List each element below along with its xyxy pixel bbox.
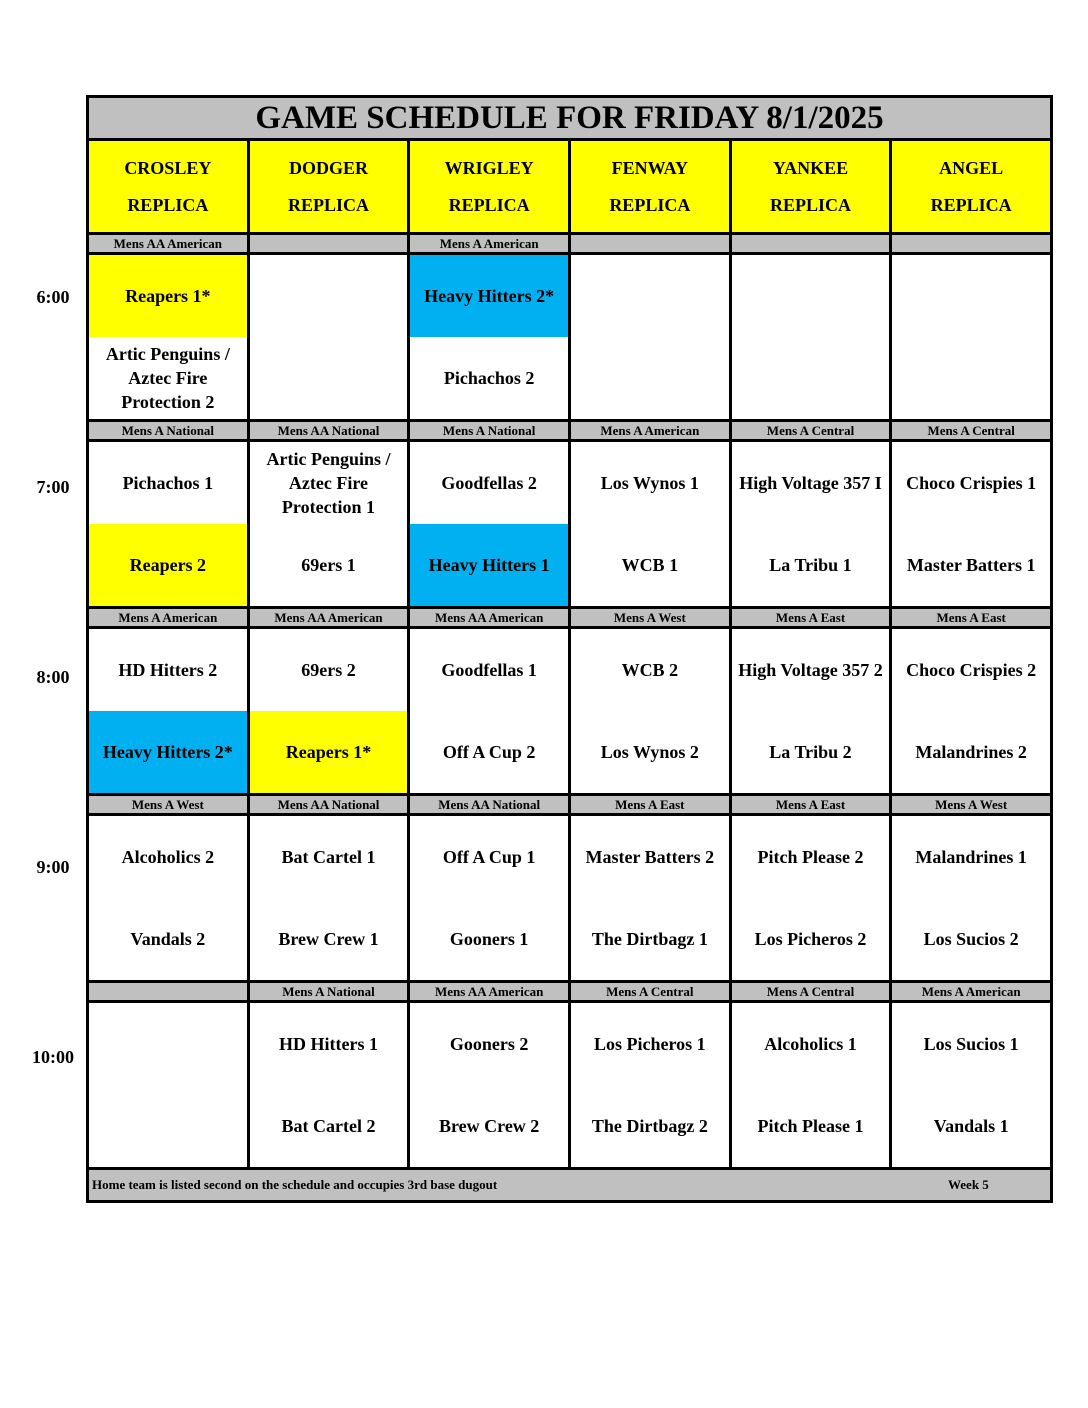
game-cell: [410, 1003, 568, 1167]
games-row: [89, 442, 1050, 606]
time-slots: [89, 235, 1050, 1170]
division-row: [89, 235, 1050, 255]
field-header-fenway: [571, 141, 729, 232]
field-name: FENWAY: [611, 157, 688, 178]
away-team: Artic Penguins / Aztec Fire Protection 1: [266, 449, 391, 517]
field-header-wrigley: [410, 141, 568, 232]
home-team: [89, 1085, 247, 1167]
division-label: [250, 235, 408, 252]
away-team: Choco Crispies 1: [906, 473, 1037, 493]
home-team: Malandrines 2: [915, 742, 1027, 762]
division-label: Mens AA National: [250, 422, 408, 439]
home-team: The Dirtbagz 1: [591, 929, 708, 949]
away-team: Los Picheros 1: [593, 1034, 706, 1054]
home-team: Brew Crew 2: [439, 1116, 540, 1136]
games-row: [89, 1003, 1050, 1167]
away-team: Reapers 1*: [89, 255, 247, 337]
away-team: Los Sucios 1: [923, 1034, 1019, 1054]
home-team: The Dirtbagz 2: [591, 1116, 708, 1136]
home-team: Off A Cup 2: [442, 742, 536, 762]
game-cell: [89, 816, 247, 980]
away-team: High Voltage 357 2: [738, 660, 883, 680]
game-cell: [571, 816, 729, 980]
field-header-yankee: [732, 141, 890, 232]
away-team: Alcoholics 2: [121, 847, 215, 867]
game-cell: [89, 255, 247, 419]
away-team: [89, 1003, 247, 1085]
time-slot-block: [89, 796, 1050, 983]
division-label: Mens AA American: [89, 235, 247, 252]
home-team: WCB 1: [621, 555, 679, 575]
field-name: YANKEE: [772, 157, 849, 178]
division-label: Mens AA American: [250, 609, 408, 626]
game-cell: [892, 629, 1050, 793]
time-slot-block: [89, 235, 1050, 422]
field-name: ANGEL: [939, 157, 1004, 178]
home-team: Reapers 2: [89, 524, 247, 606]
away-team: Choco Crispies 2: [906, 660, 1037, 680]
home-team: Bat Cartel 2: [281, 1116, 376, 1136]
away-team: Malandrines 1: [915, 847, 1027, 867]
game-cell: [732, 629, 890, 793]
time-label: 9:00: [36, 857, 70, 877]
home-team: La Tribu 1: [769, 555, 852, 575]
field-name: WRIGLEY: [444, 157, 534, 178]
games-row: [89, 255, 1050, 419]
game-cell: [892, 1003, 1050, 1167]
field-name: CROSLEY: [124, 157, 212, 178]
division-label: Mens A East: [571, 796, 729, 813]
home-team: Master Batters 1: [906, 555, 1036, 575]
field-subtitle: REPLICA: [769, 194, 851, 215]
away-team: [732, 255, 890, 337]
away-team: HD Hitters 2: [118, 660, 218, 680]
away-team: Off A Cup 1: [442, 847, 536, 867]
time-label: 7:00: [36, 477, 70, 497]
home-team: La Tribu 2: [769, 742, 852, 762]
games-row: [89, 816, 1050, 980]
division-label: Mens A West: [571, 609, 729, 626]
away-team: HD Hitters 1: [279, 1034, 378, 1054]
home-team: Reapers 1*: [250, 711, 408, 793]
division-label: Mens A National: [250, 983, 408, 1000]
away-team: Gooners 2: [449, 1034, 529, 1054]
home-team-note: Home team is listed second on the schedule and occupies 3rd base dugout: [92, 1177, 498, 1192]
division-label: Mens A Central: [732, 983, 890, 1000]
home-team: Heavy Hitters 2*: [89, 711, 247, 793]
field-header-crosley: [89, 141, 247, 232]
field-subtitle: REPLICA: [609, 194, 691, 215]
division-label: [892, 235, 1050, 252]
division-label: Mens A Central: [571, 983, 729, 1000]
home-team: Pichachos 2: [443, 368, 535, 388]
away-team: [892, 255, 1050, 337]
division-row: [89, 983, 1050, 1003]
away-team: Pichachos 1: [122, 473, 214, 493]
field-subtitle: REPLICA: [930, 194, 1012, 215]
away-team: Bat Cartel 1: [281, 847, 376, 867]
home-team: Pitch Please 1: [757, 1116, 864, 1136]
time-label: 8:00: [36, 667, 70, 687]
division-label: Mens AA National: [250, 796, 408, 813]
division-label: Mens A American: [89, 609, 247, 626]
game-cell: [250, 442, 408, 606]
game-cell: [571, 1003, 729, 1167]
game-cell: [732, 255, 890, 419]
game-cell: [250, 816, 408, 980]
division-label: Mens AA National: [410, 796, 568, 813]
division-label: Mens A East: [732, 796, 890, 813]
division-label: Mens A American: [892, 983, 1050, 1000]
division-row: [89, 609, 1050, 629]
time-slot-block: [89, 422, 1050, 609]
game-cell: [250, 255, 408, 419]
away-team: Goodfellas 1: [441, 660, 537, 680]
games-row: [89, 629, 1050, 793]
division-label: Mens A East: [892, 609, 1050, 626]
game-cell: [892, 255, 1050, 419]
division-label: Mens A National: [89, 422, 247, 439]
game-cell: [250, 1003, 408, 1167]
home-team: [732, 337, 890, 419]
division-label: Mens A West: [892, 796, 1050, 813]
field-subtitle: REPLICA: [127, 194, 209, 215]
division-label: Mens AA American: [410, 983, 568, 1000]
home-team: [250, 337, 408, 419]
division-label: Mens A American: [571, 422, 729, 439]
away-team: Goodfellas 2: [441, 473, 537, 493]
game-cell: [410, 255, 568, 419]
field-header-dodger: [250, 141, 408, 232]
field-subtitle: REPLICA: [287, 194, 369, 215]
away-team: [250, 255, 408, 337]
division-label: Mens A National: [410, 422, 568, 439]
division-label: [89, 983, 247, 1000]
schedule-table: [86, 95, 1053, 1203]
game-cell: [571, 629, 729, 793]
home-team: Los Picheros 2: [754, 929, 867, 949]
away-team: 69ers 2: [301, 660, 356, 680]
time-label: 6:00: [36, 287, 70, 307]
home-team: Heavy Hitters 1: [410, 524, 568, 606]
division-row: [89, 422, 1050, 442]
time-label: 10:00: [32, 1047, 74, 1067]
home-team: 69ers 1: [301, 555, 356, 575]
away-team: Alcoholics 1: [764, 1034, 857, 1054]
game-cell: [410, 816, 568, 980]
division-label: [571, 235, 729, 252]
game-cell: [89, 1003, 247, 1167]
field-name: DODGER: [288, 157, 368, 178]
game-cell: [410, 442, 568, 606]
home-team: [571, 337, 729, 419]
game-cell: [89, 629, 247, 793]
game-cell: [410, 629, 568, 793]
division-row: [89, 796, 1050, 816]
home-team: Vandals 1: [933, 1116, 1009, 1136]
away-team: High Voltage 357 I: [739, 473, 882, 493]
division-label: Mens A Central: [892, 422, 1050, 439]
home-team: Artic Penguins / Aztec Fire Protection 2: [105, 344, 230, 412]
away-team: Heavy Hitters 2*: [410, 255, 568, 337]
schedule-title: GAME SCHEDULE FOR FRIDAY 8/1/2025: [89, 98, 1050, 141]
week-label: Week 5: [948, 1177, 989, 1192]
game-cell: [732, 1003, 890, 1167]
game-cell: [732, 442, 890, 606]
home-team: Los Wynos 2: [600, 742, 699, 762]
division-label: Mens A East: [732, 609, 890, 626]
game-cell: [892, 442, 1050, 606]
game-cell: [571, 255, 729, 419]
division-label: [732, 235, 890, 252]
away-team: Pitch Please 2: [757, 847, 864, 867]
game-cell: [732, 816, 890, 980]
home-team: [892, 337, 1050, 419]
field-header-angel: [892, 141, 1050, 232]
division-label: Mens A American: [410, 235, 568, 252]
field-header-row: [89, 141, 1050, 235]
field-subtitle: REPLICA: [448, 194, 530, 215]
away-team: [571, 255, 729, 337]
away-team: Los Wynos 1: [600, 473, 699, 493]
division-label: Mens A West: [89, 796, 247, 813]
game-cell: [892, 816, 1050, 980]
away-team: WCB 2: [621, 660, 679, 680]
game-cell: [250, 629, 408, 793]
time-slot-block: [89, 983, 1050, 1170]
division-label: Mens A Central: [732, 422, 890, 439]
home-team: Los Sucios 2: [923, 929, 1019, 949]
home-team: Gooners 1: [449, 929, 529, 949]
home-team: Brew Crew 1: [278, 929, 379, 949]
away-team: Master Batters 2: [585, 847, 715, 867]
division-label: Mens AA American: [410, 609, 568, 626]
home-team: Vandals 2: [130, 929, 206, 949]
footer-bar: [89, 1170, 1050, 1200]
time-slot-block: [89, 609, 1050, 796]
game-cell: [89, 442, 247, 606]
game-cell: [571, 442, 729, 606]
